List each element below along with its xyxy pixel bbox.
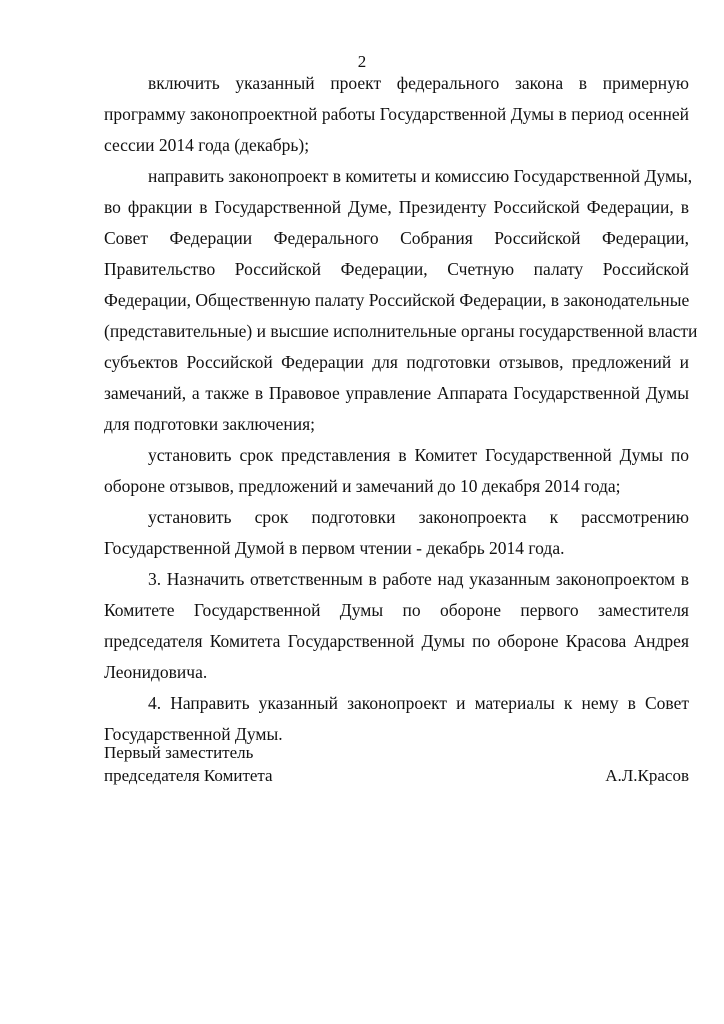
text-line: установить срок подготовки законопроекта к рассмотрению [148,507,689,527]
text-line: установить срок представления в Комитет Государственной Думы по [148,445,689,465]
text-line: председателя Комитета Государственной Думы по обороне Красова Андрея [104,631,689,651]
text-line: (представительные) и высшие исполнительные органы государственной власти [104,321,698,341]
signatory-title-line1: Первый заместитель [104,743,254,762]
text-line: 4. Направить указанный законопроект и материалы к нему в Совет [148,693,689,713]
signatory-title-line2: председателя Комитета [104,766,273,785]
text-line: субъектов Российской Федерации для подготовки отзывов, предложений и [104,352,689,372]
signature-block [104,741,689,787]
text-line: программу законопроектной работы Государственной Думы в период осенней [104,104,689,124]
text-line: Совет Федерации Федерального Собрания Российской Федерации, [104,228,689,248]
text-line: Комитете Государственной Думы по обороне первого заместителя [104,600,689,620]
paragraph [104,68,689,161]
paragraph [104,564,689,688]
text-line: сессии 2014 года (декабрь); [104,135,310,155]
paragraph [104,161,698,440]
text-line: 3. Назначить ответственным в работе над указанным законопроектом в [148,569,689,589]
text-line: замечаний, а также в Правовое управление Аппарата Государственной Думы [104,383,689,403]
text-line: во фракции в Государственной Думе, Президенту Российской Федерации, в [104,197,689,217]
paragraph [104,502,689,564]
text-line: Федерации, Общественную палату Российской Федерации, в законодательные [104,290,690,310]
page-number: 2 [357,52,367,71]
document-body [104,68,698,750]
text-line: направить законопроект в комитеты и комиссию Государственной Думы, [148,166,693,186]
paragraph [104,440,689,502]
text-line: Государственной Думой в первом чтении - декабрь 2014 года. [104,538,565,558]
text-line: Леонидовича. [104,662,208,682]
text-line: для подготовки заключения; [104,414,316,434]
text-line: Правительство Российской Федерации, Счетную палату Российской [104,259,689,279]
text-line: обороне отзывов, предложений и замечаний до 10 декабря 2014 года; [104,476,621,496]
text-line: Государственной Думы. [104,724,283,744]
text-line: включить указанный проект федерального закона в примерную [148,73,689,93]
signatory-name: А.Л.Красов [605,766,689,785]
